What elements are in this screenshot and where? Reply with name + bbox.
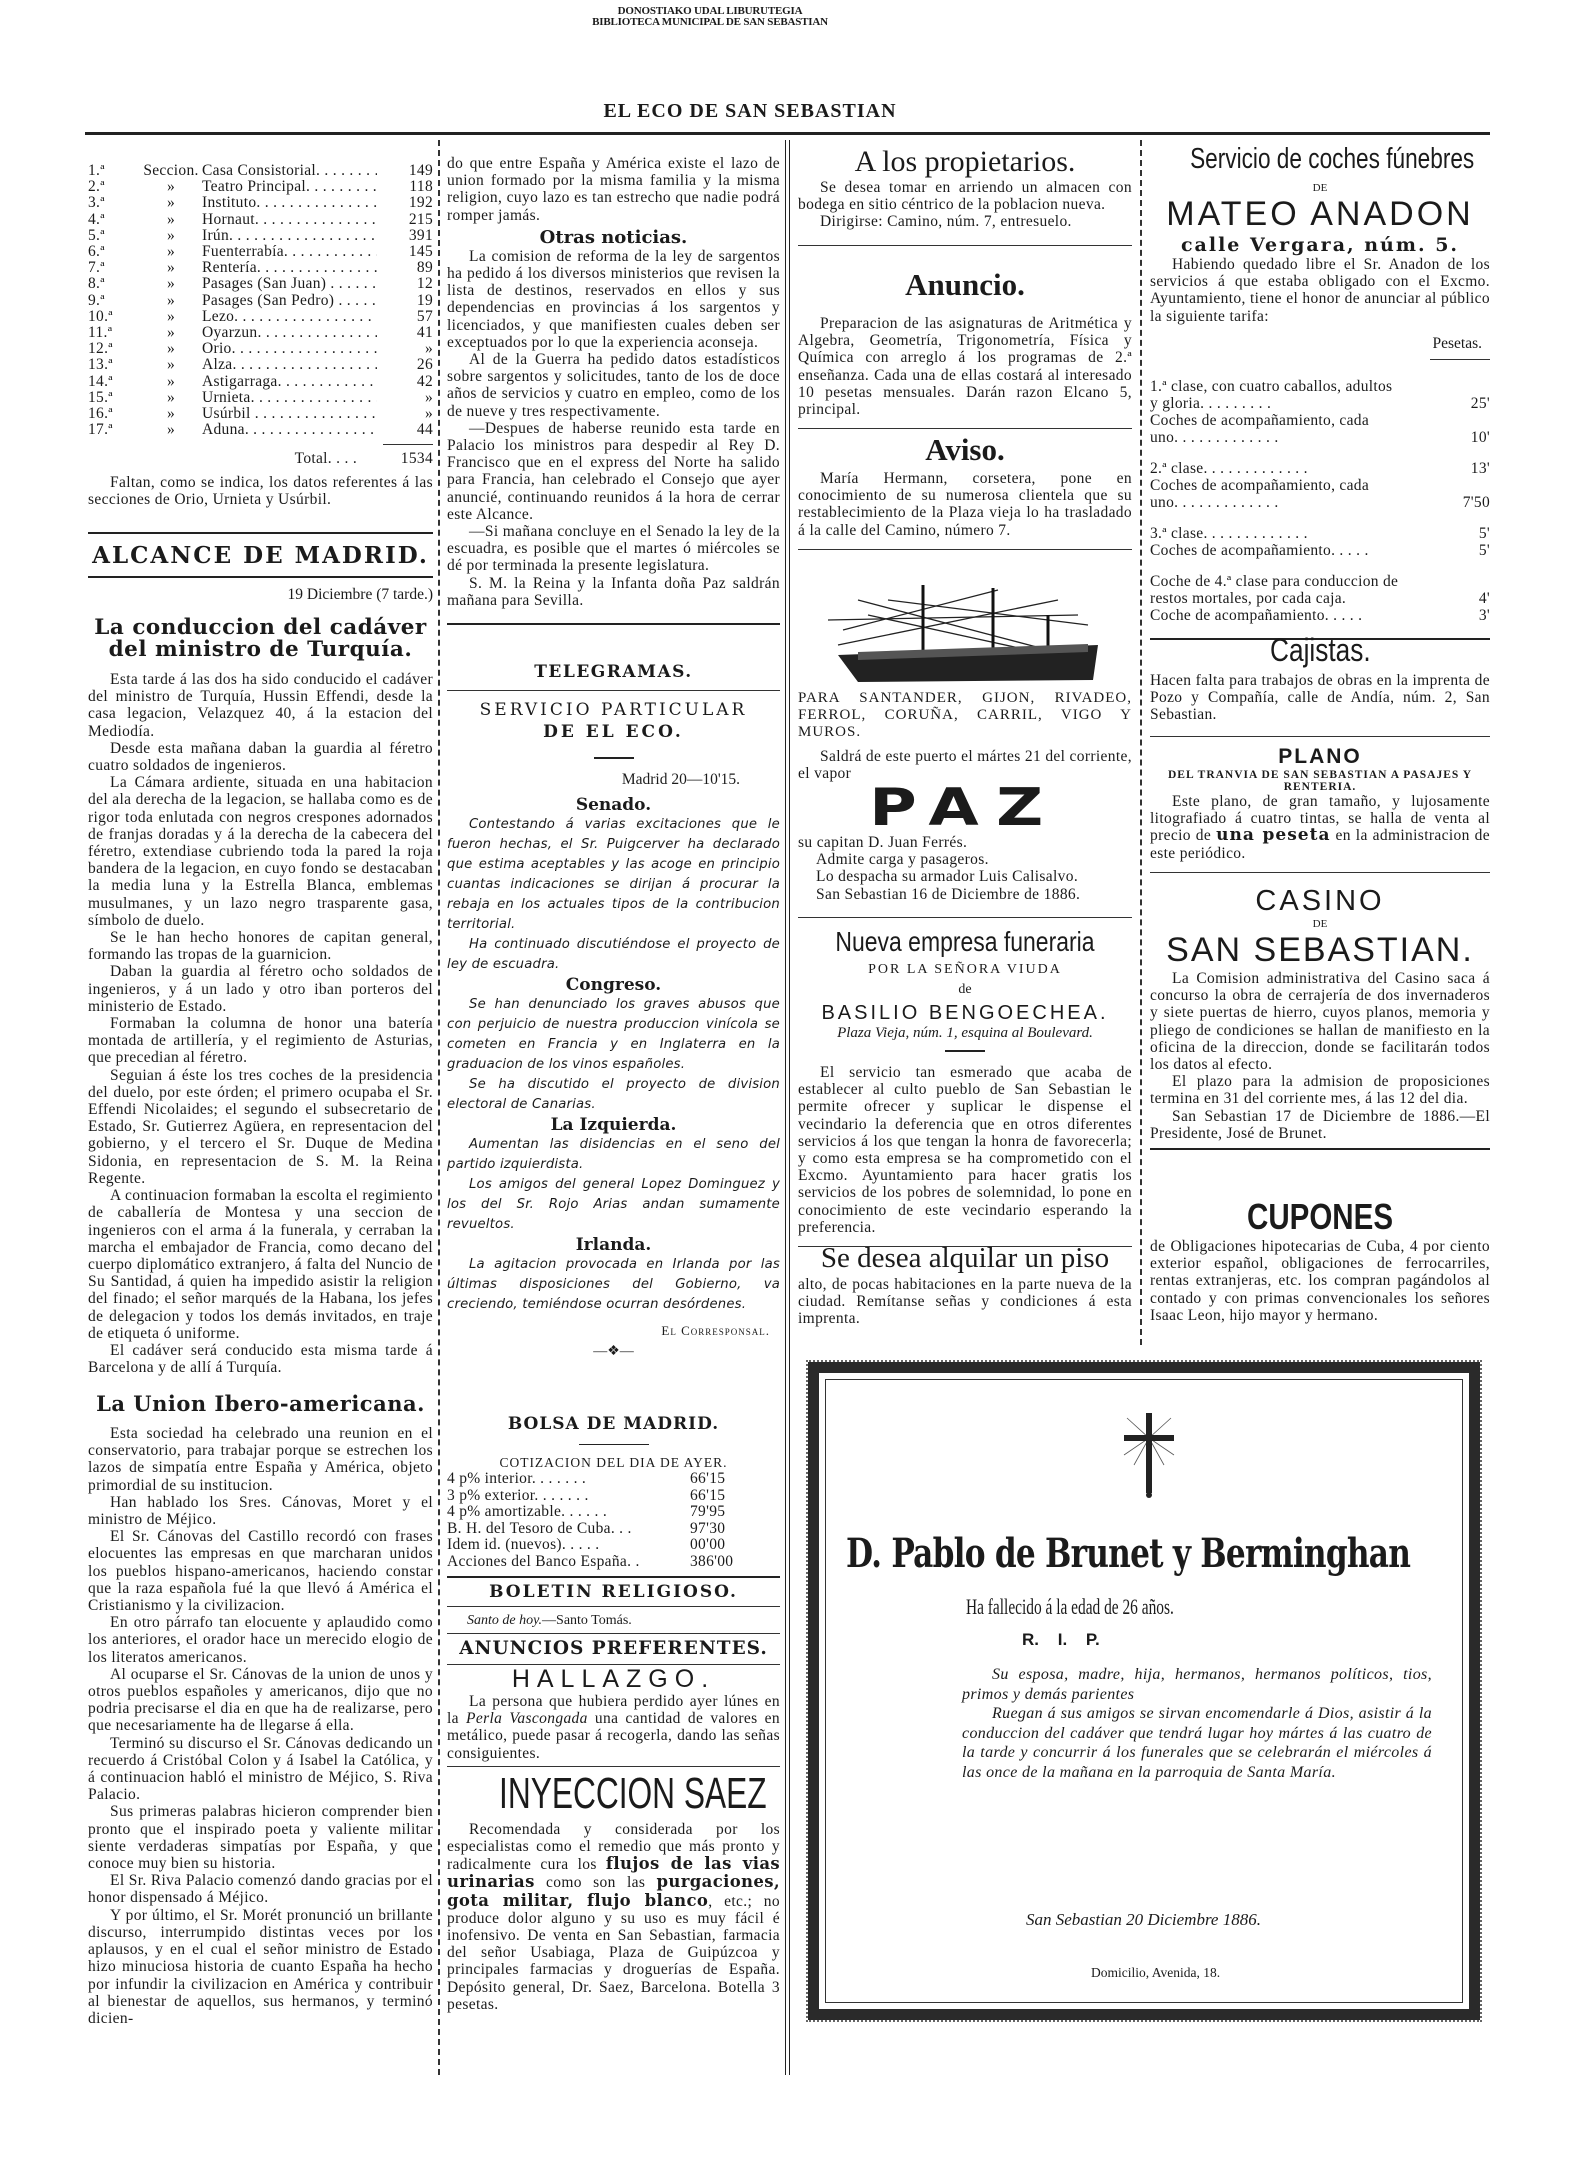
section-number: 6.ª — [88, 243, 105, 261]
text-bold: purgaciones, gota militar, flujo blanco — [447, 1872, 780, 1910]
tariff-price: 10' — [1470, 428, 1490, 446]
header-rule — [85, 132, 1490, 135]
tariff-row — [1150, 525, 1490, 542]
paragraph: Y por último, el Sr. Morét pronunció un brillante discurso, interrumpido distintas veces por los aplausos, y en el cual el señor ministro de Estado hizo minuciosa historia de cuanto España ha hecho por infundir la civilizacion en América y contribuir al bienestar de aquellos, sus hermanos, y terminó dicien- — [88, 1906, 433, 2027]
paragraph: La comision de reforma de la ley de sargentos ha pedido á los diversos ministerios que revisen la lista de destinos, reservados en ellos y sus dependencias en provincias á los sargentos y licenciados, y que manifiesten cuales deben ser exceptuados por lo que la experiencia aconseja. — [447, 247, 780, 351]
section-number: 1.ª — [88, 162, 105, 179]
section-number: 9.ª — [88, 291, 105, 309]
hallazgo-text — [447, 1693, 780, 1762]
tariff-label: Coche de 4.ª clase para conduccion de restos mortales, por cada caja. — [1150, 572, 1399, 607]
hallazgo-heading: HALLAZGO. — [511, 1665, 716, 1693]
section-count: 391 — [408, 226, 433, 244]
section-name: Instituto. . . . — [202, 195, 377, 211]
paragraph: Al ocuparse el Sr. Cánovas de la union de unos y otros pueblos españoles y americanos, dijo que no podria precisarse el dia en que ha de realizarse, pero que necesariamente ha de llegarse á ella. — [88, 1665, 433, 1735]
tariff-label: Coche de acompañamiento. . . . . — [1150, 606, 1363, 624]
total-label: Total. . . . — [294, 450, 357, 468]
section-label: Seccion. — [143, 162, 199, 179]
paragraph: Se le han hecho honores de capitan general, formando las tropas de la guarnicion. — [88, 929, 433, 964]
ad-text: Habiendo quedado libre el Sr. Anadon de los servicios á que estaba obligado con el Excmo. Ayuntamiento, tiene el honor de anunciar al público la siguiente tarifa: — [1150, 256, 1490, 325]
section-rule — [798, 245, 1132, 246]
section-name: Teatro Principal. . . . — [202, 179, 377, 195]
section-label: » — [166, 324, 176, 342]
telegramas-heading: TELEGRAMAS. — [534, 662, 693, 682]
results-row — [88, 244, 433, 260]
text: como son las — [534, 1874, 657, 1892]
paragraph: Formaban la columna de honor una batería montada de artillería, y el regimiento de Asturias, que precedian al féretro. — [88, 1015, 433, 1067]
section-label: » — [166, 226, 176, 244]
steamship-illustration — [798, 560, 1132, 685]
ad-heading: Nueva empresa funeraria — [835, 926, 1095, 957]
deceased-name: D. Pablo de Brunet y Berminghan — [846, 1530, 1411, 1577]
paragraph: La Cámara ardiente, situada en una habitacion del ala derecha de la legacion, se hallaba como es de rigor toda enlutada con negros crespones adornados de franjas doradas y á la derecha de la cabecera del féretro, extendiase cubriendo toda la pared la roja bandera de la legacion, en cuyo fondo se destacaban la media luna y la Estrella Blanca, emblemas musulmanes, y un lazo negro trasparente gasa, símbolo de duelo. — [88, 774, 433, 929]
obituary-age: Ha fallecido á la edad de 26 años. — [966, 1594, 1174, 1619]
ad-cajistas — [1150, 628, 1490, 737]
section-number: 2.ª — [88, 178, 105, 196]
quote-row — [447, 1537, 780, 1554]
tariff-label: 3.ª clase. . . . . . . . . . . . . — [1150, 524, 1308, 542]
quote-value: 00'00 — [690, 1536, 726, 1553]
section-count: 145 — [408, 243, 433, 261]
ad-text: Hacen falta para trabajos de obras en la imprenta de Pozo y Compañía, calle de Andía, núm. 2, San Sebastian. — [1150, 672, 1490, 724]
section-number: 8.ª — [88, 275, 105, 293]
telegram-dateline: Madrid 20—10'15. — [621, 771, 740, 788]
paragraph: do que entre España y América existe el lazo de union formado por la misma familia y la misma religion, cuyo lazo es tan estrecho que nadie podrá romper jamás. — [447, 155, 780, 224]
servicio-heading-1: SERVICIO PARTICULAR — [479, 700, 748, 720]
section-name: Hornaut. . . . — [202, 212, 377, 228]
ship-captain: su capitan D. Juan Ferrés. — [798, 834, 968, 852]
results-row — [88, 309, 433, 325]
article-heading: La conduccion del cadáver del ministro de Turquía. — [94, 615, 427, 662]
paragraph: San Sebastian 17 de Diciembre de 1886.—El Presidente, José de Brunet. — [1150, 1107, 1490, 1142]
tariff-row — [1150, 477, 1490, 511]
ship-destinations: PARA SANTANDER, GIJON, RIVADEO, FERROL, CORUÑA, CARRIL, VIGO Y MUROS. — [798, 690, 1132, 741]
paragraph: Se ha discutido el proyecto de division electoral de Canarias. — [447, 1077, 780, 1112]
section-label: » — [166, 194, 176, 212]
section-number: 17.ª — [88, 421, 113, 439]
missing-data-note: Faltan, como se indica, los datos referentes á las secciones de Orio, Urnieta y Usúrbil. — [88, 473, 433, 508]
ad-anuncio — [798, 265, 1132, 429]
coches-address: calle Vergara, núm. 5. — [1180, 234, 1460, 256]
text: Recomendada y considerada por los especialistas como el remedio que más pronto y radicalmente cura los — [447, 1820, 780, 1874]
results-row — [88, 325, 433, 341]
section-number: 16.ª — [88, 405, 113, 423]
results-row — [88, 179, 433, 195]
irlanda-heading: Irlanda. — [575, 1235, 652, 1255]
izquierda-heading: La Izquierda. — [550, 1115, 677, 1135]
obituary-notice — [808, 1362, 1480, 2020]
paragraph: Terminó su discurso el Sr. Cánovas dedicando un recuerdo á Cristóbal Colon y á Isabel la Católica, y á continuacion habló el ministro de Méjico, S. Riva Palacio. — [88, 1734, 433, 1804]
short-rule — [1430, 359, 1490, 360]
short-rule — [594, 757, 634, 759]
senado-heading: Senado. — [575, 795, 652, 815]
tariff-label: 1.ª clase, con cuatro caballos, adultos y gloria. . . . . . . . . — [1150, 377, 1393, 412]
section-name: Astigarraga. . . . — [202, 374, 377, 390]
text-italic: Perla Vascongada — [466, 1710, 588, 1728]
quote-row — [447, 1471, 780, 1488]
column-divider — [785, 140, 790, 2075]
section-label: » — [166, 307, 176, 325]
section-label: » — [166, 372, 176, 390]
quote-label: 4 p% amortizable. . . . . . — [447, 1503, 608, 1520]
results-row — [88, 374, 433, 390]
section-count: 149 — [408, 162, 433, 179]
paragraph: Contestando á varias excitaciones que le fueron hechas, el Sr. Puigcerver ha declarado que estima aceptables y las acoge en principio cuantas indicaciones se dirijan á procurar la rebaja en los actuales tipos de la contribucion territorial. — [447, 817, 780, 932]
results-row — [88, 260, 433, 276]
section-number: 12.ª — [88, 340, 113, 358]
section-count: 44 — [416, 421, 433, 439]
section-label: » — [166, 356, 176, 374]
section-label: » — [166, 275, 176, 293]
results-row — [88, 228, 433, 244]
section-label: » — [166, 340, 176, 358]
paragraph: El plazo para la admision de proposiciones termina en 31 del corriente mes, á las 12 del dia. — [1150, 1073, 1490, 1108]
section-count: » — [424, 340, 433, 358]
obituary-address: Domicilio, Avenida, 18. — [1091, 1965, 1221, 1980]
paragraph: Esta tarde á las dos ha sido conducido el cadáver del ministro de Turquía, Hussin Effendi, desde la casa legacion, Velazquez 40, á la estacion del Mediodía. — [88, 671, 433, 740]
section-number: 3.ª — [88, 194, 105, 212]
ad-heading: PLANO — [1278, 745, 1362, 768]
correspondent-signature: El Corresponsal. — [661, 1323, 770, 1338]
tariff-row — [1150, 412, 1490, 446]
casino-heading-2: SAN SEBASTIAN. — [1166, 931, 1474, 969]
paragraph: Han hablado los Sres. Cánovas, Moret y el ministro de Méjico. — [88, 1493, 433, 1529]
section-count: 12 — [416, 275, 433, 293]
plano-price: una peseta — [1216, 825, 1331, 846]
quote-row — [447, 1488, 780, 1505]
section-name: Irún. . . . — [202, 228, 377, 244]
section-number: 5.ª — [88, 226, 105, 244]
section-rule — [1150, 1148, 1490, 1150]
ad-text: El servicio tan esmerado que acaba de establecer al culto pueblo de San Sebastian le permite ofrecer y suplicar le dispense el vecindario la deferencia que en otros diferentes servicios á los que tengan la honra de favorecerla; y como esta empresa se ha comprometido con el Excmo. Ayuntamiento para hacer gratis los servicios de los pobres de solemnidad, lo pone en conocimiento de este vecindario esperando la preferencia. — [798, 1064, 1132, 1236]
quote-value: 97'30 — [690, 1519, 726, 1537]
section-name: Lezo. . . . — [202, 309, 377, 325]
section-label: » — [166, 259, 176, 277]
tariff-row — [1150, 378, 1490, 412]
obituary-request: Ruegan á sus amigos se sirvan encomendarle á Dios, asistir á la conduccion del cadáver que tendrá lugar hoy mártes á las cuatro de la tarde y concurrir á los funerales que se celebrarán el miércoles á las once de la mañana en la parroquia de Santa María. — [962, 1705, 1432, 1781]
quote-value: 66'15 — [690, 1470, 726, 1487]
short-rule — [945, 1050, 985, 1052]
tariff-price: 5' — [1478, 524, 1490, 542]
section-name: Casa Consistorial. . . . — [202, 163, 377, 179]
section-label: » — [166, 388, 176, 406]
column-divider — [1140, 140, 1142, 1345]
section-name: Aduna. . . . — [202, 422, 377, 438]
tariff-price: 3' — [1478, 606, 1490, 624]
results-row — [88, 422, 433, 438]
results-row — [88, 195, 433, 211]
short-rule — [579, 1444, 649, 1445]
section-number: 14.ª — [88, 372, 113, 390]
ad-heading: Cajistas. — [1269, 632, 1371, 668]
boletin-heading: BOLETIN RELIGIOSO. — [489, 1582, 738, 1602]
ad-funeraria — [798, 925, 1132, 1247]
ad-address: Dirigirse: Camino, núm. 7, entresuelo. — [820, 213, 1072, 231]
section-name: Alza. . . . — [202, 357, 377, 373]
paragraph: Esta sociedad ha celebrado una reunion en el conservatorio, para trabajar porque se estrechen los lazos de simpatía entre España y América, objeto primordial de su institucion. — [88, 1425, 433, 1494]
section-rule — [88, 532, 433, 534]
alcance-date: 19 Diciembre (7 tarde.) — [287, 586, 433, 603]
bolsa-subheading: COTIZACION DEL DIA DE AYER. — [499, 1455, 728, 1470]
article-heading: La Union Ibero-americana. — [96, 1391, 425, 1416]
article-heading: Otras noticias. — [539, 226, 688, 248]
casino-de: DE — [1312, 918, 1328, 930]
tariff-label: Coches de acompañamiento, cada uno. . . . . . . . . . . . . — [1150, 411, 1370, 446]
quote-value: 386'00 — [690, 1552, 734, 1570]
tariff-price: 7'50 — [1462, 493, 1490, 511]
section-number: 10.ª — [88, 307, 113, 325]
santo-de-hoy — [467, 1613, 780, 1629]
quote-row — [447, 1504, 780, 1521]
funeraria-by: POR LA SEÑORA VIUDA — [868, 962, 1062, 977]
results-row — [88, 212, 433, 228]
article-conduccion — [88, 617, 433, 1376]
section-rule — [447, 623, 780, 625]
quote-label: 4 p% interior. . . . . . . — [447, 1470, 587, 1487]
stamp-line-2: BIBLIOTECA MUNICIPAL DE SAN SEBASTIAN — [592, 16, 828, 28]
newspaper-masthead: EL ECO DE SAN SEBASTIAN — [603, 100, 897, 122]
ship-cargo: Admite carga y pasageros. — [816, 851, 989, 869]
election-results-table — [88, 163, 433, 508]
ad-coches-funebres — [1150, 142, 1490, 640]
ad-aviso — [798, 430, 1132, 550]
quote-label: Idem id. (nuevos). . . . . — [447, 1536, 600, 1553]
tariff-row — [1150, 607, 1490, 624]
paragraph: Al de la Guerra ha pedido datos estadísticos sobre sargentos y solicitudes, tanto de los de doce años de servicios y cuatro en empleo, como de los de nueve y tres respectivamente. — [447, 351, 780, 420]
section-name: Fuenterrabía. . . . — [202, 244, 377, 260]
tariff-row — [1150, 573, 1490, 607]
ornament-rule: —❖— — [593, 1344, 634, 1359]
santo-label: Santo de hoy. — [467, 1613, 543, 1628]
section-rule — [1150, 736, 1490, 737]
text-bold: flujos de las vias urinarias — [447, 1854, 780, 1892]
section-number: 13.ª — [88, 356, 113, 374]
obituary-family: Su esposa, madre, hija, hermanos, hermanos políticos, tios, primos y demás parientes — [962, 1666, 1432, 1703]
inyeccion-heading-wrap — [447, 1768, 780, 1818]
paragraph: Ha continuado discutiéndose el proyecto de ley de escuadra. — [447, 937, 780, 972]
funeraria-name: BASILIO BENGOECHEA. — [821, 1002, 1109, 1024]
funeraria-de: de — [958, 982, 972, 997]
ad-plano — [1150, 745, 1490, 873]
quote-label: Acciones del Banco España. . — [447, 1552, 640, 1570]
bolsa-section — [447, 1412, 780, 2013]
section-count: 42 — [416, 372, 433, 390]
text: , etc.; no produce dolor alguno y su uso es muy fácil é inofensivo. De venta en San Sebastian, farmacia del señor Usabiaga, Plaza de Guipúzcoa y principales farmacias y droguerías de España. Depósito general, Dr. Saez, Barcelona. Botella 3 pesetas. — [447, 1892, 781, 2013]
ad-propietarios — [798, 145, 1132, 246]
tariff-label: Coches de acompañamiento. . . . . — [1150, 541, 1369, 559]
santo-value: —Santo Tomás. — [542, 1613, 632, 1628]
section-rule — [798, 549, 1132, 550]
obituary-rip: R. I. P. — [1022, 1630, 1100, 1649]
text: La persona que hubiera perdido ayer lúnes en la — [447, 1693, 780, 1728]
ad-text: de Obligaciones hipotecarias de Cuba, 4 por ciento exterior español, obligaciones de ferrocarriles, rentas extranjeras, etc. los compran pagándolos al contado y con primas convencionales los señores Isaac Leon, hijo mayor y hermano. — [1150, 1238, 1490, 1324]
servicio-heading-2: DE EL ECO. — [543, 722, 684, 742]
tariff-price: 4' — [1478, 589, 1490, 607]
ad-vapor-paz — [798, 560, 1132, 918]
paragraph: —Despues de haberse reunido esta tarde en Palacio los ministros para despedir al Rey D. Francisco que en el express del Norte ha salido para Francia, han celebrado el Consejo que ayer anuncié, continuando reunidos á la hora de cerrar este Alcance. — [447, 419, 780, 523]
results-row — [88, 293, 433, 309]
section-name: Pasages (San Pedro) . . . — [202, 293, 377, 309]
section-name: Pasages (San Juan) . . . — [202, 276, 377, 292]
paragraph: Desde esta mañana daban la guardia al féretro cuatro soldados de ingenieros. — [88, 739, 433, 775]
tariff-label: 2.ª clase. . . . . . . . . . . . . — [1150, 459, 1308, 477]
ship-name: PAZ — [869, 778, 1061, 839]
telegramas-section — [447, 660, 780, 1360]
section-label: » — [166, 178, 176, 196]
article-otras-noticias — [447, 155, 780, 625]
results-row — [88, 276, 433, 292]
section-rule — [1150, 872, 1490, 873]
alcance-heading: ALCANCE DE MADRID. — [92, 542, 429, 569]
results-row — [88, 406, 433, 422]
ad-heading: Servicio de coches fúnebres — [1190, 143, 1475, 175]
results-row — [88, 163, 433, 179]
ad-text: María Hermann, corsetera, pone en conocimiento de su numerosa clientela que su restablecimiento de la Plaza vieja lo ha trasladado á la calle del Camino, número 7. — [798, 470, 1132, 539]
total-value: 1534 — [400, 450, 433, 468]
tariff-price: 25' — [1470, 394, 1490, 412]
paragraph: El Sr. Riva Palacio comenzó dando gracias por el honor dispensado á Méjico. — [88, 1872, 433, 1907]
ad-heading: Anuncio. — [905, 267, 1025, 302]
text: Este plano, de gran tamaño, y lujosamente litografiado á cuatro tintas, se halla de venta al precio de — [1150, 793, 1490, 845]
results-row — [88, 341, 433, 357]
article-union-iberoamericana — [88, 1393, 433, 2027]
obituary-date: San Sebastian 20 Diciembre 1886. — [1026, 1910, 1261, 1929]
section-rule — [798, 917, 1132, 918]
section-label: » — [166, 291, 176, 309]
section-count: 89 — [416, 259, 433, 277]
library-stamp — [560, 6, 860, 28]
paragraph: La agitacion provocada en Irlanda por las últimas disposiciones del Gobierno, va creciendo, temiéndose ocurran desórdenes. — [447, 1257, 780, 1312]
ad-text — [1150, 793, 1490, 862]
section-rule — [447, 1766, 780, 1767]
tariff-price: 5' — [1478, 541, 1490, 559]
paragraph: El Sr. Cánovas del Castillo recordó con frases elocuentes las empresas en que marcharan unidos los pueblos hispano-americanos, haciendo constar que la raza española fué la que llevó á América el Cristianismo y la civilizacion. — [88, 1528, 433, 1615]
section-name: Usúrbil . . . — [202, 406, 377, 422]
section-name: Rentería. . . . — [202, 260, 377, 276]
quote-row — [447, 1521, 780, 1538]
inyeccion-heading: INYECCION SAEZ — [499, 1768, 767, 1818]
section-count: » — [424, 405, 433, 423]
section-count: 26 — [416, 356, 433, 374]
ship-departure: Saldrá de este puerto el mártes 21 del corriente, el vapor — [798, 747, 1132, 782]
casino-heading: CASINO — [1255, 885, 1385, 917]
ad-cupones — [1150, 1196, 1490, 1324]
tariff-row — [1150, 460, 1490, 477]
ad-heading: A los propietarios. — [854, 145, 1076, 178]
section-label: » — [166, 421, 176, 439]
ad-heading: Se desea alquilar un piso — [820, 1242, 1110, 1274]
paragraph: Daban la guardia al féretro ocho soldados de ingenieros, y á un lado y otro iban porteros del ministerio de Estado. — [88, 963, 433, 1015]
section-count: 192 — [408, 194, 433, 212]
cross-icon — [1119, 1410, 1179, 1500]
paragraph: Aumentan las disidencias en el seno del partido izquierdista. — [447, 1137, 780, 1172]
ad-heading: Aviso. — [925, 432, 1005, 467]
section-label: » — [166, 210, 176, 228]
paragraph: S. M. la Reina y la Infanta doña Paz saldrán mañana para Sevilla. — [447, 574, 780, 609]
text: una cantidad de valores en metálico, puede pasar á recogerla, dando las señas consiguientes. — [447, 1710, 780, 1762]
paragraph: El cadáver será conducido esta misma tarde á Barcelona y de allí á Turquía. — [88, 1341, 433, 1377]
section-rule — [447, 690, 780, 691]
paragraph: En otro párrafo tan elocuente y aplaudido como los anteriores, el orador hace un merecido elogio de los literatos americanos. — [88, 1614, 433, 1666]
section-name: Orio. . . . — [202, 341, 377, 357]
tariff-price: 13' — [1470, 459, 1490, 477]
results-total — [88, 451, 433, 467]
results-row — [88, 357, 433, 373]
column-divider — [438, 140, 440, 2075]
paragraph: A continuacion formaban la escolta el regimiento de caballería de Montesa y una seccion de ingenieros con el arma á la funerala, y cerraban la marcha el embajador de Francia, como decano del cuerpo diplomático extranjero, á falta del Nuncio de Su Santidad, á quien ha impedido asistir la religion del finado; el señor marqués de la Habana, los jefes de delegacion y todos los demás invitados, en traje de etiqueta ó uniforme. — [88, 1187, 433, 1342]
congreso-heading: Congreso. — [565, 975, 662, 995]
section-count: 19 — [416, 291, 433, 309]
ad-piso — [798, 1240, 1132, 1328]
bolsa-heading: BOLSA DE MADRID. — [507, 1414, 720, 1434]
section-number: 4.ª — [88, 210, 105, 228]
tariff-currency: Pesetas. — [1432, 334, 1482, 352]
tariff-label: Coches de acompañamiento, cada uno. . . . . . . . . . . . . — [1150, 476, 1370, 511]
text: en la administracion de este periódico. — [1150, 827, 1490, 862]
quote-label: B. H. del Tesoro de Cuba. . . — [447, 1519, 632, 1537]
section-name: Oyarzun. . . . — [202, 325, 377, 341]
plano-subheading: DEL TRANVIA DE SAN SEBASTIAN A PASAJES Y RENTERIA. — [1167, 769, 1473, 793]
paragraph: La Comision administrativa del Casino saca á concurso la obra de cerrajería de dos invernaderos y siete puertas de hierro, cuyos planos, memoria y pliego de condiciones se hallan de manifiesto en la oficina de la direccion, donde se facilitarán todos los datos al efecto. — [1150, 970, 1490, 1074]
quote-value: 66'15 — [690, 1486, 726, 1504]
section-number: 7.ª — [88, 259, 105, 277]
stamp-line-1: DONOSTIAKO UDAL LIBURUTEGIA — [617, 5, 803, 17]
section-number: 11.ª — [88, 324, 113, 342]
ship-date: San Sebastian 16 de Diciembre de 1886. — [816, 885, 1081, 903]
section-count: 41 — [416, 324, 433, 342]
anuncios-heading: ANUNCIOS PREFERENTES. — [459, 1638, 768, 1659]
section-count: 215 — [408, 210, 433, 228]
paragraph: —Si mañana concluye en el Senado la ley de la escuadra, es posible que el martes ó miércoles se dé por terminada la presente legislatura. — [447, 523, 780, 575]
section-label: » — [166, 243, 176, 261]
paragraph: Se han denunciado los graves abusos que con perjuicio de nuestra produccion vinícola se cometen en Francia y en Inglaterra en la graduacion de los vinos españoles. — [447, 997, 780, 1072]
ad-casino — [1150, 885, 1490, 1150]
section-rule — [447, 1606, 780, 1607]
inyeccion-text — [447, 1821, 780, 2013]
ship-agent: Lo despacha su armador Luis Calisalvo. — [816, 868, 1079, 886]
ad-text: Preparacion de las asignaturas de Aritmética y Algebra, Geometría, Trigonometría, Física y Química con arreglo á los programas de 2.ª enseñanza. Cada una de ellas costará al interesado 10 pesetas mensuales. Darán razon Elcano 5, principal. — [798, 315, 1132, 419]
funeraria-address: Plaza Vieja, núm. 1, esquina al Boulevard. — [837, 1025, 1093, 1041]
section-label: » — [166, 405, 176, 423]
section-number: 15.ª — [88, 388, 113, 406]
section-count: 57 — [416, 307, 433, 325]
section-rule — [88, 576, 433, 578]
quote-label: 3 p% exterior. . . . . . . — [447, 1486, 589, 1504]
section-count: » — [424, 388, 433, 406]
ad-text: Se desea tomar en arriendo un almacen con bodega en sitio céntrico de la poblacion nueva. — [798, 179, 1132, 214]
section-name: Urnieta. . . . — [202, 390, 377, 406]
coches-de: DE — [1312, 182, 1328, 194]
ad-text: alto, de pocas habitaciones en la parte nueva de la ciudad. Remítanse señas y condiciones á esta imprenta. — [798, 1276, 1132, 1328]
quote-row — [447, 1554, 780, 1571]
coches-name: MATEO ANADON — [1166, 195, 1474, 233]
quote-value: 79'95 — [690, 1503, 726, 1520]
paragraph: Los amigos del general Lopez Dominguez y los del Sr. Rojo Arias andan sumamente revueltos. — [447, 1177, 780, 1232]
paragraph: Sus primeras palabras hicieron comprender bien pronto que el inspirado poeta y valiente militar siente verdaderas simpatías por España, y que conoce muy bien su historia. — [88, 1803, 433, 1873]
tariff-row — [1150, 542, 1490, 559]
paragraph: Seguian á éste los tres coches de la presidencia del duelo, por este órden; el primero ocupaba el Sr. Effendi Nicolaides; el segundo el subsecretario de Estado, Sr. Gutierrez Agüera, en representacion del gobierno, y el tercero el Sr. Duque de Medina Sidonia, en representacion de S. M. la Reina Regente. — [88, 1066, 433, 1187]
results-row — [88, 390, 433, 406]
section-count: 118 — [409, 178, 433, 196]
ad-heading: CUPONES — [1247, 1196, 1393, 1237]
